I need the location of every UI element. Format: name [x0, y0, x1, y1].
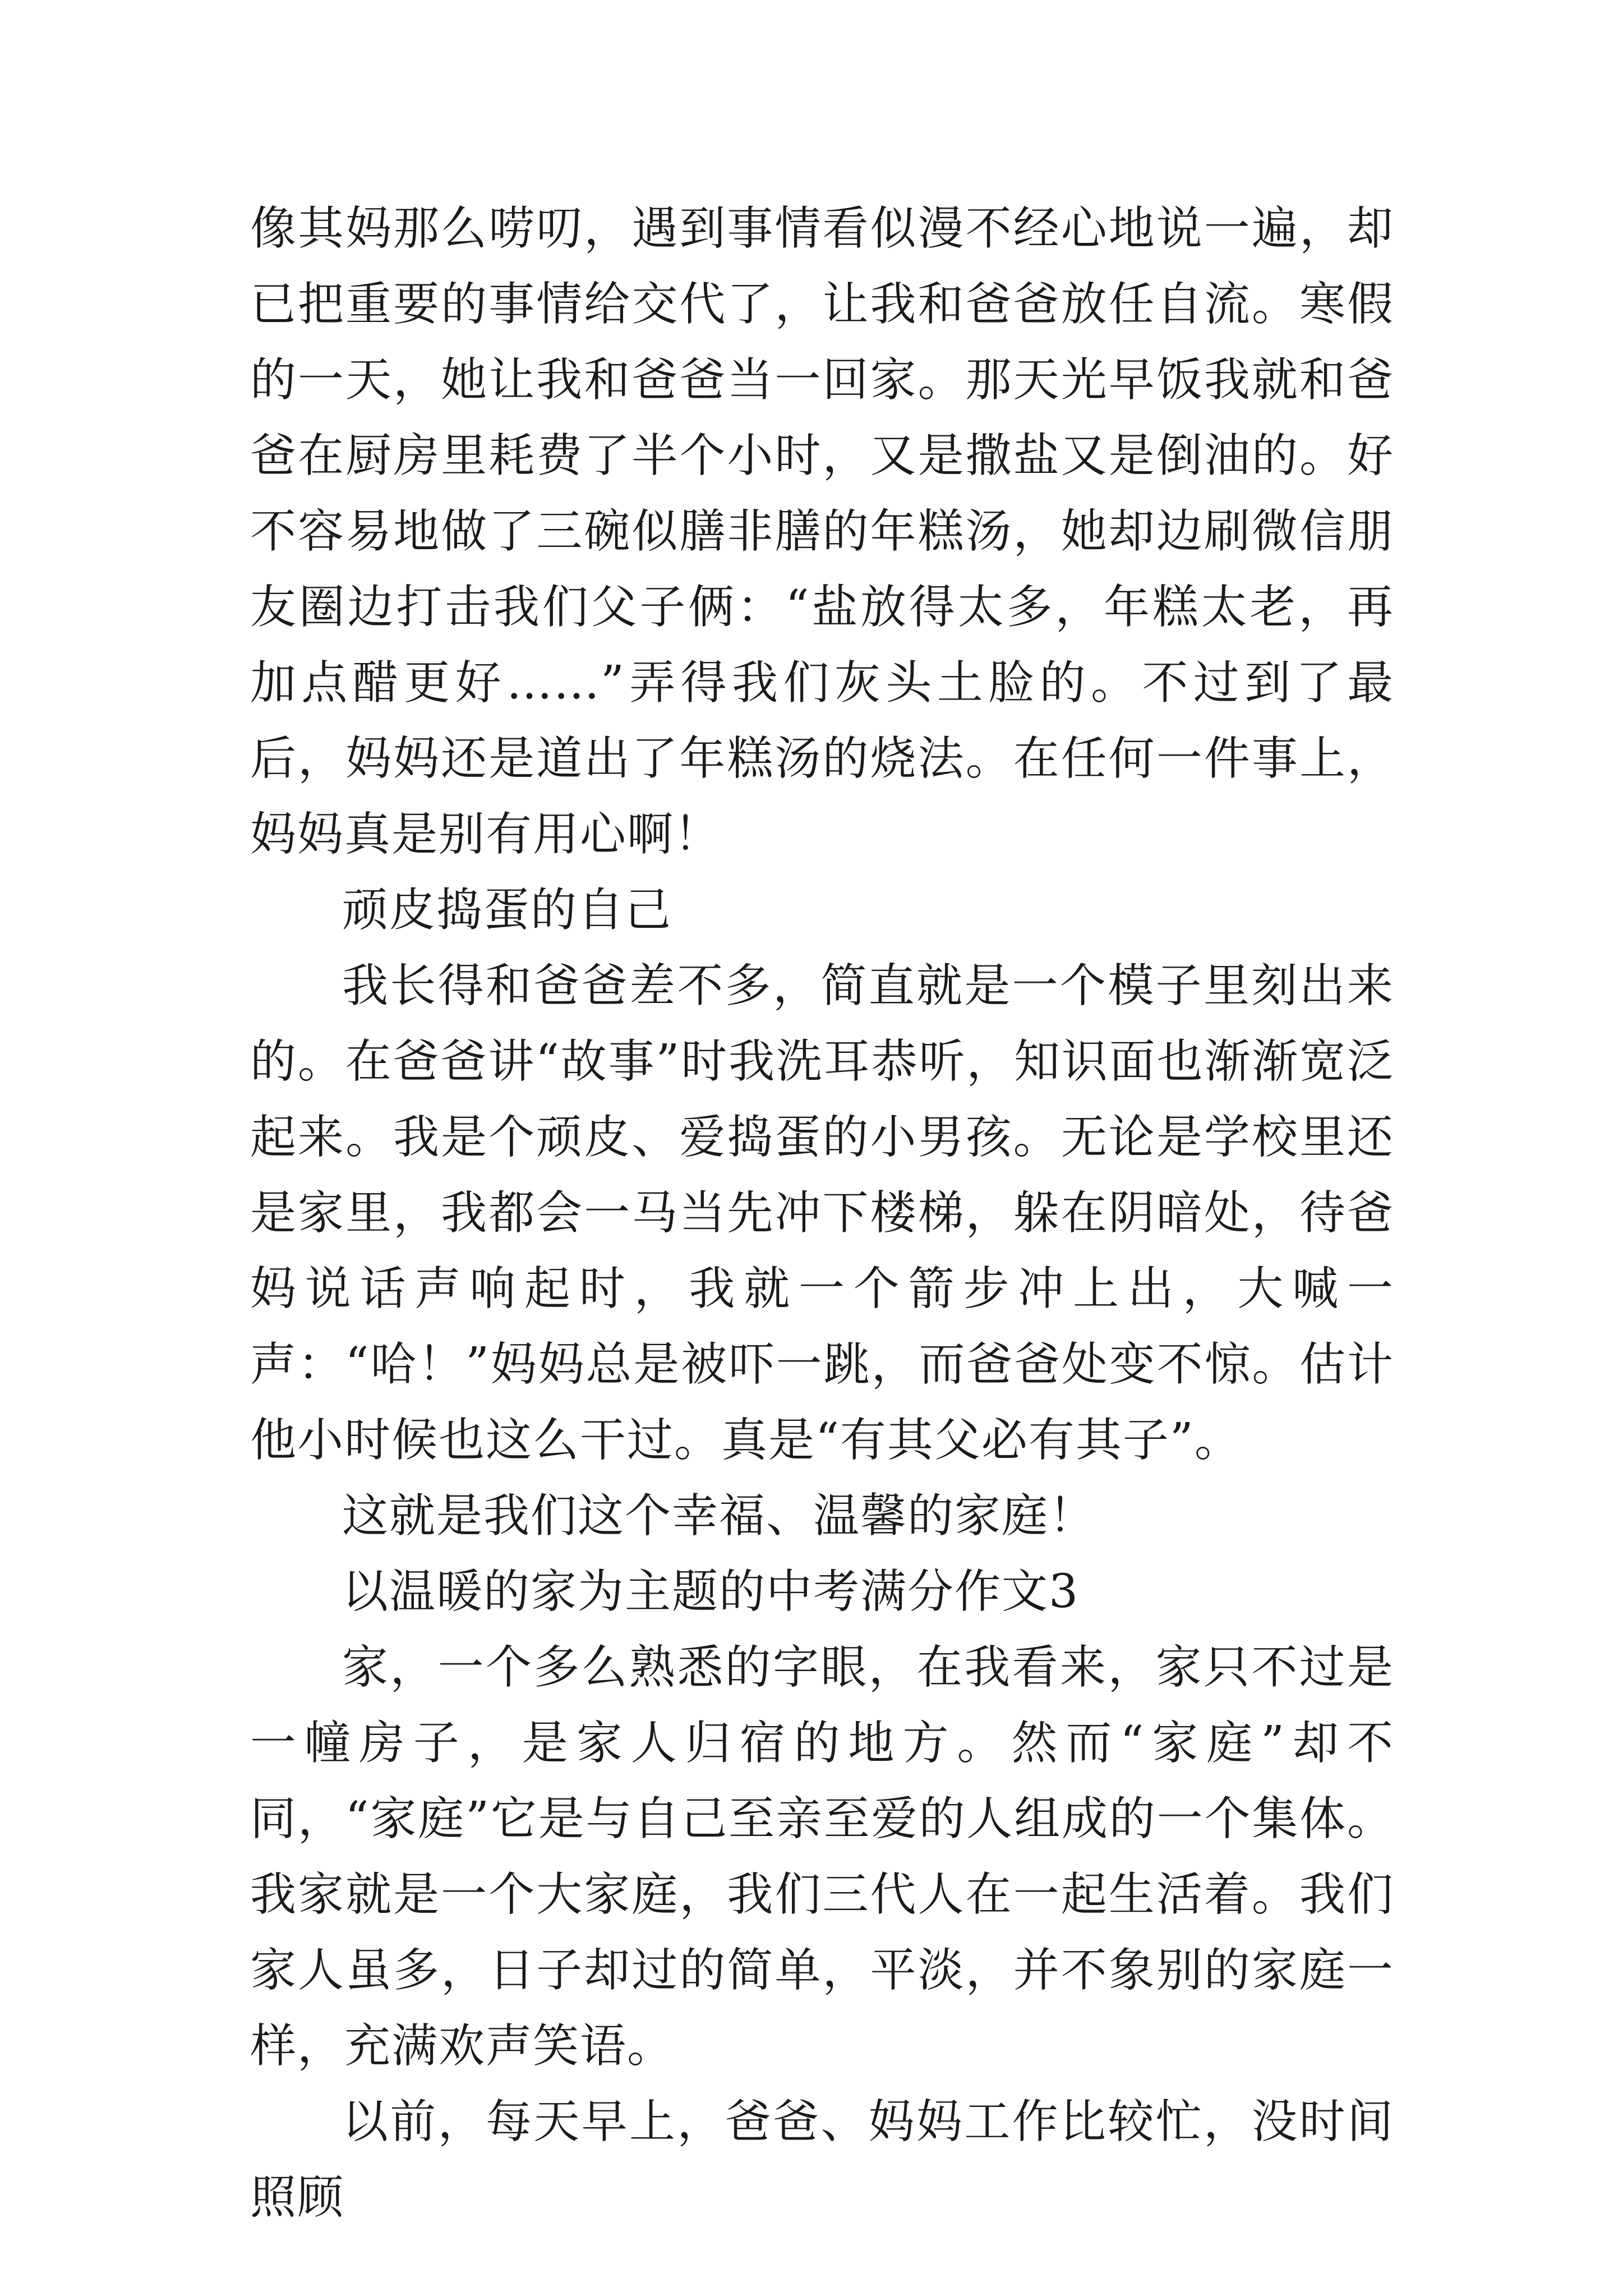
paragraph: 我长得和爸爸差不多，简直就是一个模子里刻出来的。在爸爸讲“故事”时我洗耳恭听，知识面也渐渐宽泛起来。我是个顽皮、爱捣蛋的小男孩。无论是学校里还是家里，我都会一马当先冲下楼梯，躲在阴暗处，待爸妈说话声响起时，我就一个箭步冲上出，大喊一声：“哈！”妈妈总是被吓一跳，而爸爸处变不惊。估计他小时候也这么干过。真是“有其父必有其子”。 — [250, 959, 1394, 1467]
paragraph: 以前，每天早上，爸爸、妈妈工作比较忙，没时间照顾 — [250, 2095, 1394, 2224]
essay-title-3: 以温暖的家为主题的中考满分作文3 — [342, 1565, 1080, 1618]
document-body — [250, 191, 1394, 2235]
paragraph-continued: 像其妈那么唠叨，遇到事情看似漫不经心地说一遍，却已把重要的事情给交代了，让我和爸爸放任自流。寒假的一天，她让我和爸爸当一回家。那天光早饭我就和爸爸在厨房里耗费了半个小时，又是撒盐又是倒油的。好不容易地做了三碗似膳非膳的年糕汤，她却边刷微信朋友圈边打击我们父子俩：“盐放得太多，年糕太老，再加点醋更好……”弄得我们灰头土脸的。不过到了最后，妈妈还是道出了年糕汤的烧法。在任何一件事上，妈妈真是别有用心啊！ — [250, 202, 1394, 861]
section-heading-mischievous-self: 顽皮捣蛋的自己 — [342, 884, 672, 937]
paragraph: 这就是我们这个幸福、温馨的家庭！ — [342, 1489, 1096, 1543]
paragraph: 家，一个多么熟悉的字眼，在我看来，家只不过是一幢房子，是家人归宿的地方。然而“家庭”却不同，“家庭”它是与自己至亲至爱的人组成的一个集体。我家就是一个大家庭，我们三代人在一起生活着。我们家人虽多，日子却过的简单，平淡，并不象别的家庭一样，充满欢声笑语。 — [250, 1641, 1394, 2073]
